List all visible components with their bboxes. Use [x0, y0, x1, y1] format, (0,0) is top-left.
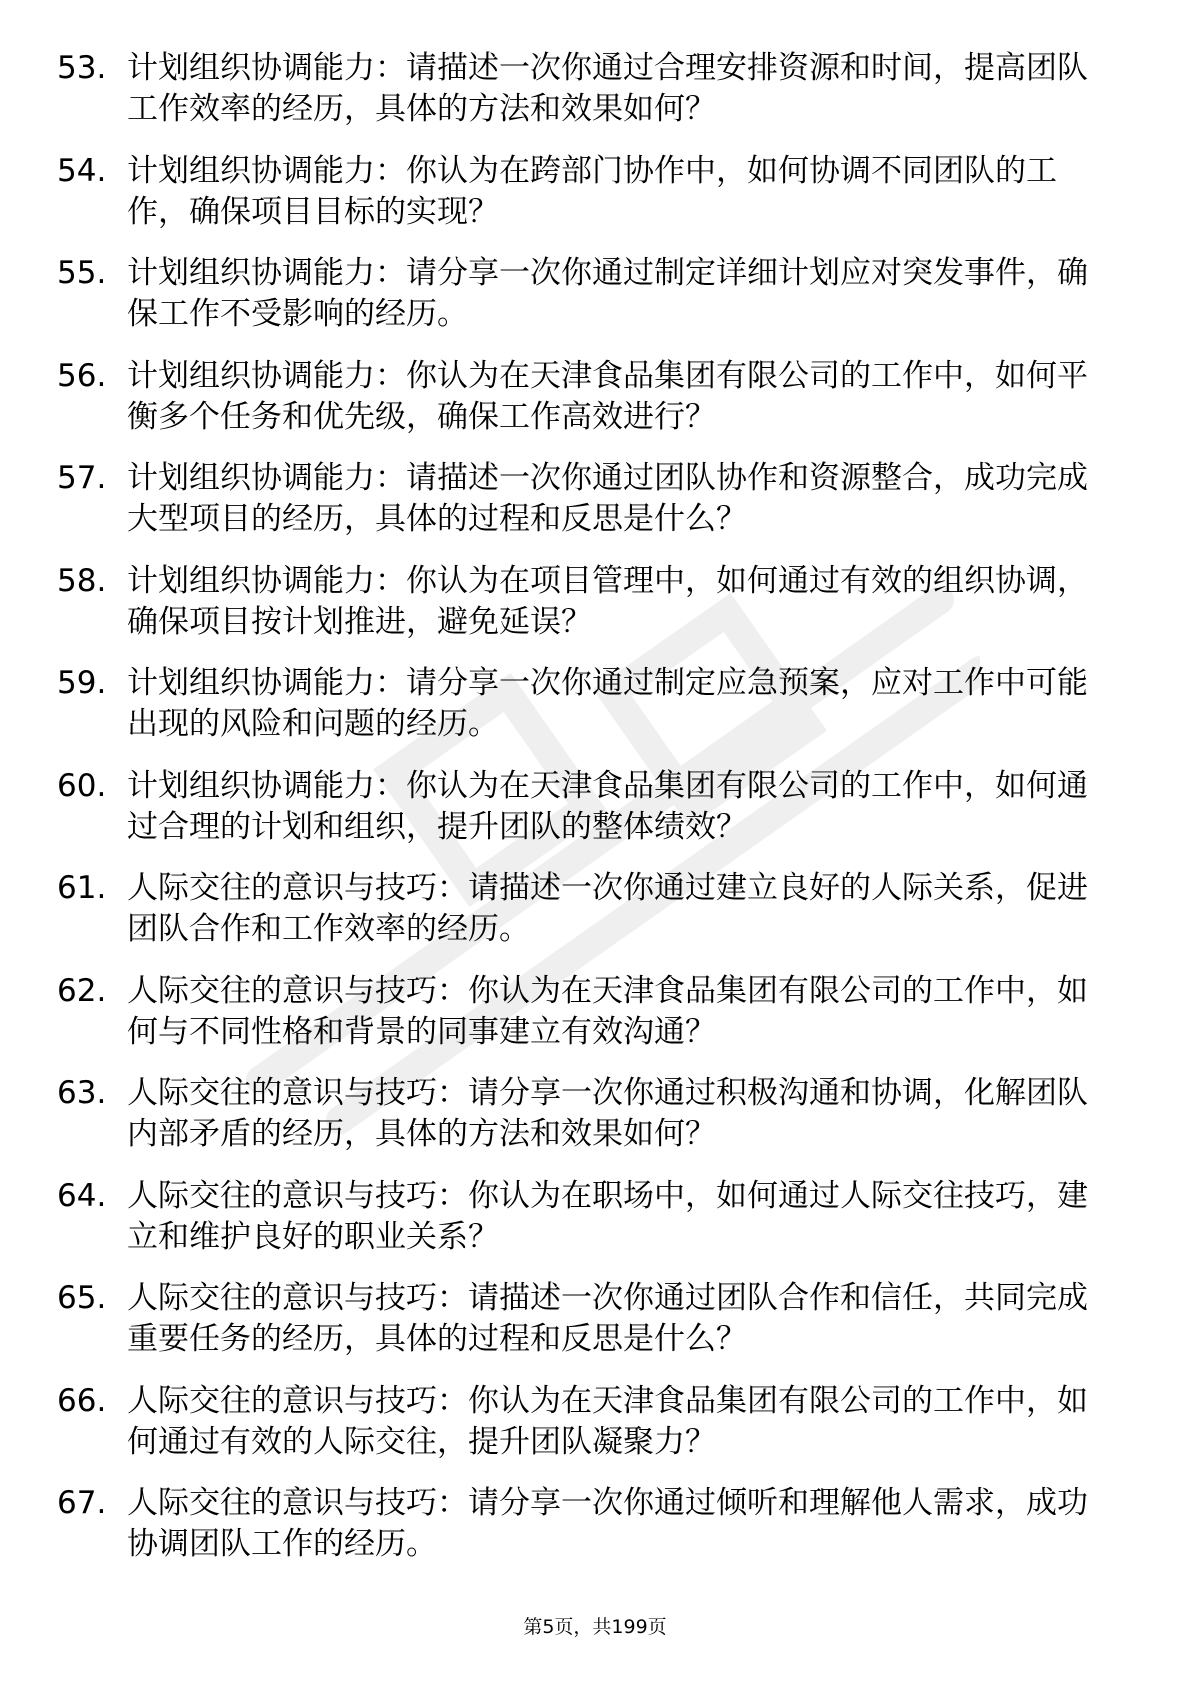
question-number: 67.	[57, 1485, 107, 1521]
question-text: 人际交往的意识与技巧：请描述一次你通过团队合作和信任，共同完成重要任务的经历，具体的过程和反思是什么？	[127, 1280, 1088, 1357]
question-text: 计划组织协调能力：你认为在跨部门协作中，如何协调不同团队的工作，确保项目目标的实现？	[127, 152, 1057, 230]
question-text: 人际交往的意识与技巧：你认为在天津食品集团有限公司的工作中，如何通过有效的人际交往，提升团队凝聚力？	[127, 1382, 1088, 1460]
question-list	[0, 48, 1190, 1586]
question-number: 59.	[57, 665, 107, 701]
question-text: 人际交往的意识与技巧：你认为在天津食品集团有限公司的工作中，如何与不同性格和背景的同事建立有效沟通？	[127, 972, 1088, 1050]
question-number: 60.	[57, 767, 107, 804]
question-text: 计划组织协调能力：你认为在天津食品集团有限公司的工作中，如何平衡多个任务和优先级，确保工作高效进行？	[127, 357, 1088, 435]
question-number: 53.	[57, 50, 107, 86]
question-item	[0, 1073, 1190, 1176]
question-text: 计划组织协调能力：请分享一次你通过制定详细计划应对突发事件，确保工作不受影响的经历。	[127, 255, 1088, 332]
question-text: 计划组织协调能力：请分享一次你通过制定应急预案，应对工作中可能出现的风险和问题的经历。	[127, 665, 1088, 742]
question-item	[0, 663, 1190, 766]
question-number: 55.	[57, 255, 107, 291]
question-item	[0, 561, 1190, 664]
page-footer	[0, 1614, 1190, 1640]
question-number: 58.	[57, 562, 107, 599]
question-item	[0, 1381, 1190, 1484]
question-item	[0, 253, 1190, 356]
question-item	[0, 458, 1190, 561]
question-item	[0, 1483, 1190, 1586]
question-number: 56.	[57, 357, 107, 394]
question-text: 人际交往的意识与技巧：请分享一次你通过积极沟通和协调，化解团队内部矛盾的经历，具体的方法和效果如何？	[127, 1075, 1088, 1152]
question-number: 62.	[57, 972, 107, 1009]
question-number: 63.	[57, 1075, 107, 1111]
question-item	[0, 766, 1190, 869]
question-text: 计划组织协调能力：请描述一次你通过团队协作和资源整合，成功完成大型项目的经历，具体的过程和反思是什么？	[127, 460, 1088, 537]
question-text: 人际交往的意识与技巧：你认为在职场中，如何通过人际交往技巧，建立和维护良好的职业关系？	[127, 1177, 1088, 1255]
question-item	[0, 1278, 1190, 1381]
question-text: 人际交往的意识与技巧：请描述一次你通过建立良好的人际关系，促进团队合作和工作效率的经历。	[127, 870, 1088, 947]
question-text: 计划组织协调能力：请描述一次你通过合理安排资源和时间，提高团队工作效率的经历，具体的方法和效果如何？	[127, 50, 1088, 127]
question-number: 57.	[57, 460, 107, 496]
question-number: 61.	[57, 870, 107, 906]
question-number: 65.	[57, 1280, 107, 1316]
question-item	[0, 1176, 1190, 1279]
question-text: 计划组织协调能力：你认为在项目管理中，如何通过有效的组织协调，确保项目按计划推进，避免延误？	[127, 562, 1088, 640]
question-number: 66.	[57, 1382, 107, 1419]
page-number-label: 第5页，共199页	[523, 1616, 667, 1638]
question-item	[0, 868, 1190, 971]
question-number: 64.	[57, 1177, 107, 1214]
question-item	[0, 151, 1190, 254]
question-text: 计划组织协调能力：你认为在天津食品集团有限公司的工作中，如何通过合理的计划和组织，提升团队的整体绩效？	[127, 767, 1088, 845]
question-item	[0, 356, 1190, 459]
question-item	[0, 971, 1190, 1074]
question-text: 人际交往的意识与技巧：请分享一次你通过倾听和理解他人需求，成功协调团队工作的经历。	[127, 1485, 1088, 1562]
question-number: 54.	[57, 152, 107, 189]
question-item	[0, 48, 1190, 151]
